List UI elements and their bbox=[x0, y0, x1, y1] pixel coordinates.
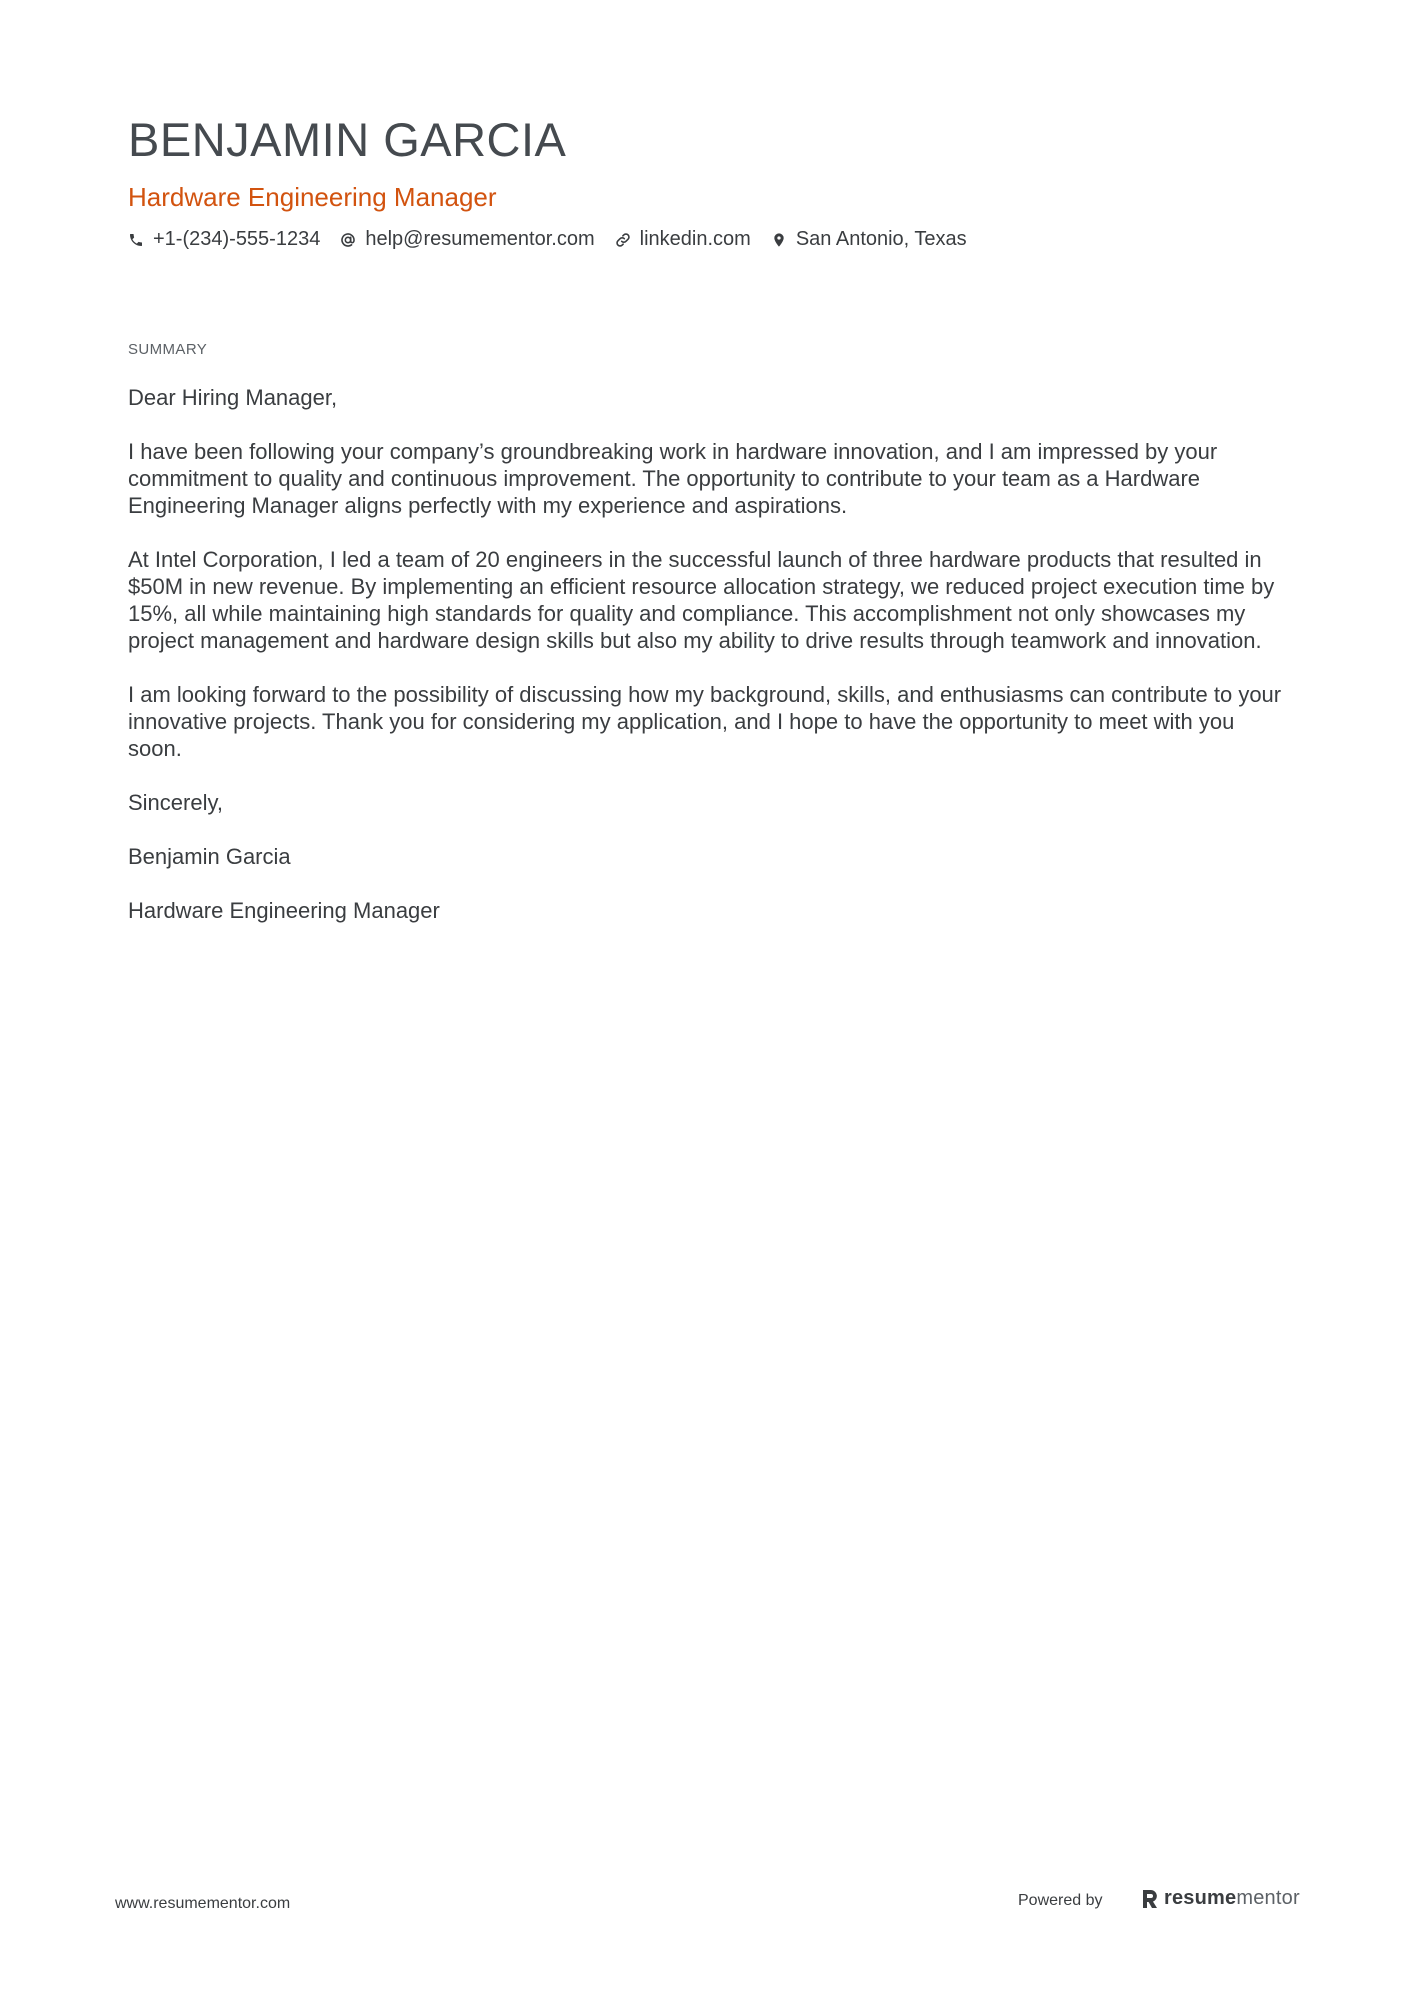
contact-phone bbox=[128, 228, 320, 251]
letter-paragraph: At Intel Corporation, I led a team of 20 engineers in the successful launch of three hardware products that resulted in $50M in new revenue. By implementing an efficient resource allocation strategy, we reduced project execution time by 15%, all while maintaining high standards for quality and compliance. This accomplishment not only showcases my project management and hardware design skills but also my ability to drive results through teamwork and innovation. bbox=[128, 547, 1275, 653]
applicant-name: BENJAMIN GARCIA bbox=[128, 113, 567, 166]
location-text: San Antonio, Texas bbox=[795, 228, 967, 250]
brand-wordmark-bold: resume bbox=[1164, 1887, 1237, 1909]
phone-text: +1-(234)-555-1234 bbox=[153, 228, 321, 250]
contact-email bbox=[340, 228, 594, 251]
letter-paragraph: I am looking forward to the possibility of discussing how my background, skills, and enthusiasms can contribute to your innovative projects. Thank you for considering my application, and I hope to have the opportunity to meet with you soon. bbox=[128, 682, 1282, 761]
location-pin-icon bbox=[771, 232, 787, 248]
linkedin-link[interactable]: linkedin.com bbox=[639, 228, 751, 250]
contact-bar bbox=[128, 228, 987, 251]
signature-name: Benjamin Garcia bbox=[128, 844, 291, 869]
letter-closing: Sincerely, bbox=[128, 790, 223, 815]
letter-greeting: Dear Hiring Manager, bbox=[128, 385, 338, 410]
footer-website-link[interactable]: www.resumementor.com bbox=[115, 1895, 291, 1912]
letter-body bbox=[128, 384, 1288, 951]
letter-paragraph: I have been following your company’s groundbreaking work in hardware innovation, and I am impressed by your commitment to quality and continuous improvement. The opportunity to contribute to your team as a Hardware Engineering Manager aligns perfectly with my experience and aspirations. bbox=[128, 439, 1218, 518]
resumementor-logo-icon bbox=[1141, 1888, 1159, 1910]
phone-icon bbox=[128, 232, 144, 248]
at-icon bbox=[340, 232, 356, 248]
link-icon bbox=[615, 232, 631, 248]
powered-by-label: Powered by bbox=[1018, 1892, 1103, 1909]
resumementor-brand[interactable] bbox=[1141, 1887, 1300, 1910]
contact-linkedin bbox=[615, 228, 751, 251]
brand-wordmark bbox=[1164, 1887, 1300, 1910]
email-link[interactable]: help@resumementor.com bbox=[365, 228, 595, 250]
section-heading-summary: SUMMARY bbox=[128, 341, 208, 358]
applicant-job-title: Hardware Engineering Manager bbox=[128, 182, 497, 212]
contact-location bbox=[771, 228, 967, 251]
brand-wordmark-light: mentor bbox=[1236, 1887, 1300, 1909]
signature-title: Hardware Engineering Manager bbox=[128, 898, 440, 923]
